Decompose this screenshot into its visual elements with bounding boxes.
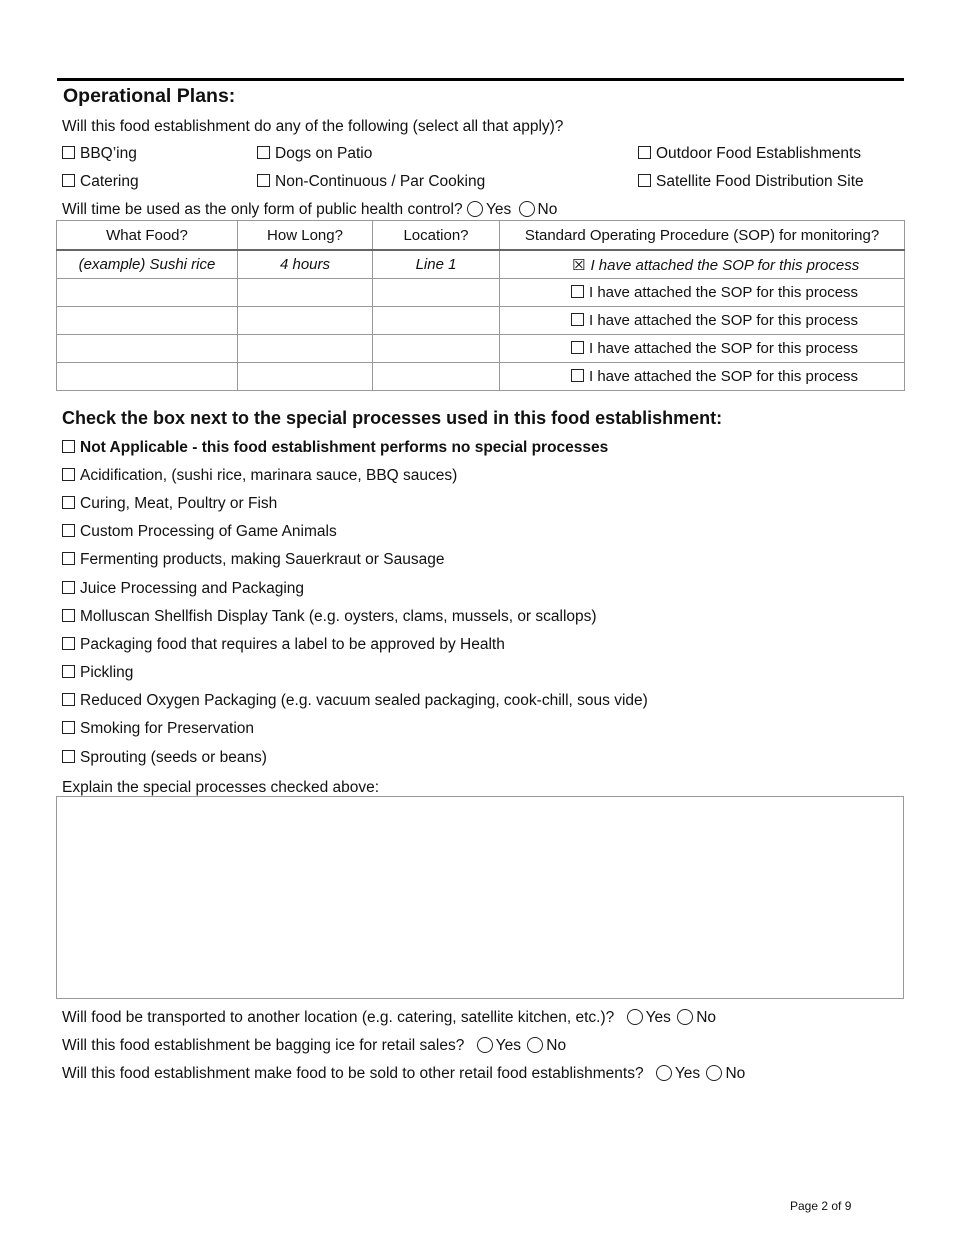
table-row bbox=[57, 363, 905, 391]
checkbox-icon[interactable] bbox=[571, 369, 584, 382]
checkbox-icon[interactable] bbox=[62, 693, 75, 706]
header-location: Location? bbox=[373, 221, 500, 251]
radio-no-icon[interactable] bbox=[677, 1009, 693, 1025]
radio-no-icon[interactable] bbox=[519, 201, 535, 217]
process-item[interactable]: Packaging food that requires a label to be approved by Health bbox=[62, 636, 505, 654]
process-item[interactable]: Curing, Meat, Poultry or Fish bbox=[62, 495, 277, 513]
radio-yes-icon[interactable] bbox=[477, 1037, 493, 1053]
table-row bbox=[57, 279, 905, 307]
food-cell[interactable] bbox=[57, 279, 238, 307]
special-processes-title: Check the box next to the special processes used in this food establishment: bbox=[62, 408, 723, 428]
explain-textarea[interactable] bbox=[56, 796, 904, 999]
checkbox-icon[interactable] bbox=[62, 609, 75, 622]
checked-box-icon: ☒ bbox=[572, 256, 586, 274]
option-not-applicable[interactable]: Not Applicable - this food establishment performs no special processes bbox=[62, 439, 608, 457]
question-ice: Will this food establishment be bagging ice for retail sales? Yes No bbox=[62, 1037, 567, 1054]
sop-cell[interactable]: I have attached the SOP for this process bbox=[500, 279, 905, 307]
location-cell[interactable] bbox=[373, 307, 500, 335]
duration-cell[interactable] bbox=[238, 307, 373, 335]
option-catering[interactable]: Catering bbox=[62, 173, 139, 191]
checkbox-icon[interactable] bbox=[62, 524, 75, 537]
option-non-continuous[interactable]: Non-Continuous / Par Cooking bbox=[257, 173, 485, 191]
process-item[interactable]: Fermenting products, making Sauerkraut or Sausage bbox=[62, 551, 444, 569]
sop-cell[interactable]: I have attached the SOP for this process bbox=[500, 307, 905, 335]
checkbox-icon[interactable] bbox=[62, 174, 75, 187]
table-header-row bbox=[57, 221, 905, 251]
checkbox-icon[interactable] bbox=[62, 721, 75, 734]
process-item[interactable]: Smoking for Preservation bbox=[62, 720, 254, 738]
radio-yes-icon[interactable] bbox=[467, 201, 483, 217]
sop-table bbox=[56, 220, 905, 391]
activities-question: Will this food establishment do any of the following (select all that apply)? bbox=[62, 118, 564, 135]
table-row bbox=[57, 307, 905, 335]
section-title: Operational Plans: bbox=[63, 85, 236, 107]
location-cell[interactable] bbox=[373, 363, 500, 391]
checkbox-icon[interactable] bbox=[62, 468, 75, 481]
location-cell[interactable] bbox=[373, 335, 500, 363]
option-bbq[interactable]: BBQ’ing bbox=[62, 145, 137, 163]
example-food: (example) Sushi rice bbox=[57, 250, 238, 279]
radio-no-icon[interactable] bbox=[527, 1037, 543, 1053]
duration-cell[interactable] bbox=[238, 363, 373, 391]
option-satellite[interactable]: Satellite Food Distribution Site bbox=[638, 173, 864, 191]
option-outdoor-food[interactable]: Outdoor Food Establishments bbox=[638, 145, 861, 163]
food-cell[interactable] bbox=[57, 363, 238, 391]
checkbox-icon[interactable] bbox=[638, 146, 651, 159]
option-dogs-on-patio[interactable]: Dogs on Patio bbox=[257, 145, 372, 163]
table-row bbox=[57, 335, 905, 363]
food-cell[interactable] bbox=[57, 307, 238, 335]
checkbox-icon[interactable] bbox=[62, 496, 75, 509]
checkbox-icon[interactable] bbox=[62, 552, 75, 565]
checkbox-icon[interactable] bbox=[571, 341, 584, 354]
example-duration: 4 hours bbox=[238, 250, 373, 279]
duration-cell[interactable] bbox=[238, 335, 373, 363]
checkbox-icon[interactable] bbox=[62, 750, 75, 763]
sop-cell[interactable]: I have attached the SOP for this process bbox=[500, 335, 905, 363]
example-sop: ☒ I have attached the SOP for this process bbox=[500, 250, 905, 279]
example-location: Line 1 bbox=[373, 250, 500, 279]
radio-yes-icon[interactable] bbox=[656, 1065, 672, 1081]
radio-yes-icon[interactable] bbox=[627, 1009, 643, 1025]
checkbox-icon[interactable] bbox=[571, 285, 584, 298]
table-row-example bbox=[57, 250, 905, 279]
process-item[interactable]: Custom Processing of Game Animals bbox=[62, 523, 337, 541]
process-item[interactable]: Reduced Oxygen Packaging (e.g. vacuum sealed packaging, cook-chill, sous vide) bbox=[62, 692, 648, 710]
checkbox-icon[interactable] bbox=[62, 146, 75, 159]
checkbox-icon[interactable] bbox=[62, 665, 75, 678]
header-how-long: How Long? bbox=[238, 221, 373, 251]
process-item[interactable]: Acidification, (sushi rice, marinara sauce, BBQ sauces) bbox=[62, 467, 457, 485]
location-cell[interactable] bbox=[373, 279, 500, 307]
checkbox-icon[interactable] bbox=[62, 637, 75, 650]
checkbox-icon[interactable] bbox=[257, 146, 270, 159]
duration-cell[interactable] bbox=[238, 279, 373, 307]
checkbox-icon[interactable] bbox=[62, 440, 75, 453]
checkbox-icon[interactable] bbox=[62, 581, 75, 594]
checkbox-icon[interactable] bbox=[638, 174, 651, 187]
food-cell[interactable] bbox=[57, 335, 238, 363]
checkbox-icon[interactable] bbox=[257, 174, 270, 187]
process-item[interactable]: Sprouting (seeds or beans) bbox=[62, 749, 267, 767]
question-retail: Will this food establishment make food to be sold to other retail food establishments? Yes No bbox=[62, 1065, 746, 1082]
radio-no-icon[interactable] bbox=[706, 1065, 722, 1081]
time-control-question: Will time be used as the only form of public health control? Yes No bbox=[62, 201, 558, 218]
question-transport: Will food be transported to another location (e.g. catering, satellite kitchen, etc.)? Yes No bbox=[62, 1009, 717, 1026]
process-item[interactable]: Juice Processing and Packaging bbox=[62, 580, 304, 598]
top-rule bbox=[57, 78, 904, 81]
process-item[interactable]: Molluscan Shellfish Display Tank (e.g. oysters, clams, mussels, or scallops) bbox=[62, 608, 597, 626]
header-sop: Standard Operating Procedure (SOP) for monitoring? bbox=[500, 221, 905, 251]
header-what-food: What Food? bbox=[57, 221, 238, 251]
sop-cell[interactable]: I have attached the SOP for this process bbox=[500, 363, 905, 391]
process-item[interactable]: Pickling bbox=[62, 664, 133, 682]
explain-label: Explain the special processes checked above: bbox=[62, 779, 380, 796]
page-number: Page 2 of 9 bbox=[790, 1199, 852, 1213]
checkbox-icon[interactable] bbox=[571, 313, 584, 326]
